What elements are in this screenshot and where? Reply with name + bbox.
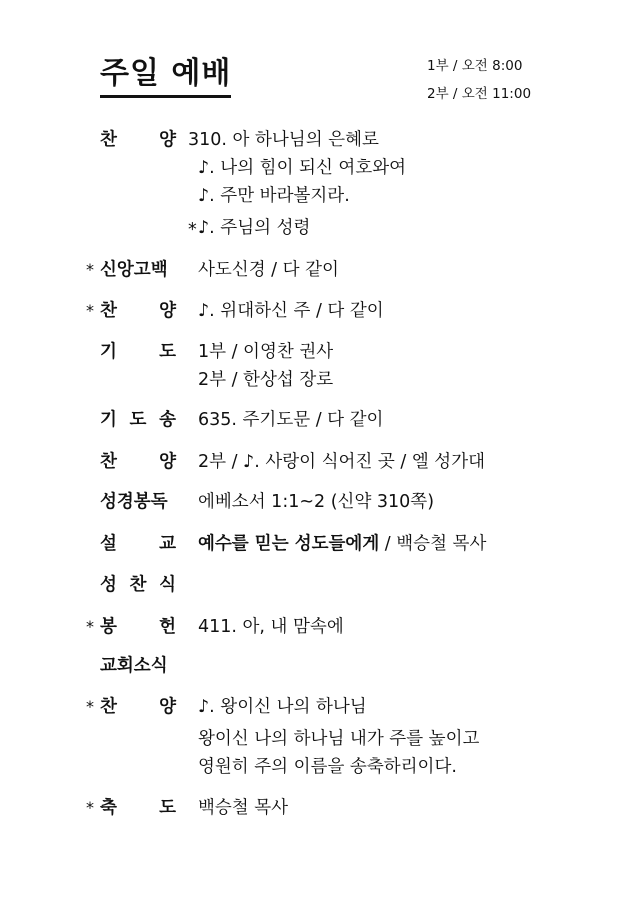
label-choir bbox=[100, 448, 176, 476]
first-service-time: 1부 / 오전 8:00 bbox=[427, 58, 523, 74]
label-hymn1-char1: 찬 bbox=[100, 130, 117, 150]
content-prayer-song: 635. 주기도문 / 다 같이 bbox=[198, 410, 384, 430]
label-communion-char1: 성 bbox=[100, 575, 117, 595]
page-title: 주일 예배 bbox=[100, 54, 231, 98]
star-hymn2: * bbox=[86, 301, 94, 320]
label-sermon bbox=[100, 530, 176, 558]
label-prayer bbox=[100, 338, 176, 366]
label-prayer-char1: 기 bbox=[100, 342, 117, 362]
content-hymn1-line1: 310. 아 하나님의 은혜로 bbox=[188, 130, 379, 150]
hymn3-line3: 영원히 주의 이름을 송축하리이다. bbox=[198, 757, 457, 777]
content-scripture: 에베소서 1:1~2 (신약 310쪽) bbox=[198, 492, 435, 512]
hymn1-line4-star: * bbox=[188, 220, 197, 240]
label-hymn2 bbox=[100, 297, 176, 325]
content-hymn3-line1: ♪. 왕이신 나의 하나님 bbox=[198, 697, 367, 717]
content-creed: 사도신경 / 다 같이 bbox=[198, 260, 339, 280]
content-hymn2: ♪. 위대하신 주 / 다 같이 bbox=[198, 301, 384, 321]
label-hymn2-char1: 찬 bbox=[100, 301, 117, 321]
sermon-title: 예수를 믿는 성도들에게 bbox=[198, 534, 380, 554]
prayer-line2: 2부 / 한상섭 장로 bbox=[198, 370, 334, 390]
hymn1-line3: ♪. 주만 바라볼지라. bbox=[198, 186, 350, 206]
label-hymn1 bbox=[100, 126, 176, 154]
content-benediction: 백승철 목사 bbox=[198, 798, 289, 818]
star-offering: * bbox=[86, 617, 94, 636]
label-communion bbox=[100, 571, 176, 599]
label-benediction-char1: 축 bbox=[100, 798, 117, 818]
second-service-time: 2부 / 오전 11:00 bbox=[427, 86, 532, 102]
label-offering-char1: 봉 bbox=[100, 617, 117, 637]
label-sermon-char2: 교 bbox=[159, 534, 176, 554]
label-prayer-song-char1: 기 bbox=[100, 410, 117, 430]
sermon-preacher: / 백승철 목사 bbox=[379, 534, 487, 554]
label-offering-char2: 헌 bbox=[159, 617, 176, 637]
label-offering bbox=[100, 613, 176, 641]
content-offering: 411. 아, 내 맘속에 bbox=[198, 617, 344, 637]
label-prayer-char2: 도 bbox=[159, 342, 176, 362]
label-prayer-song-char3: 송 bbox=[159, 410, 176, 430]
content-sermon bbox=[198, 530, 486, 558]
label-hymn2-char2: 양 bbox=[159, 301, 176, 321]
label-communion-char3: 식 bbox=[159, 575, 176, 595]
label-sermon-char1: 설 bbox=[100, 534, 117, 554]
label-hymn1-char2: 양 bbox=[159, 130, 176, 150]
label-benediction-char2: 도 bbox=[159, 798, 176, 818]
label-prayer-song bbox=[100, 406, 176, 434]
hymn1-line2: ♪. 나의 힘이 되신 여호와여 bbox=[198, 158, 407, 178]
label-benediction bbox=[100, 794, 176, 822]
label-hymn3-char2: 양 bbox=[159, 697, 176, 717]
service-times bbox=[427, 52, 531, 108]
label-creed: 신앙고백 bbox=[100, 260, 168, 280]
label-news: 교회소식 bbox=[100, 656, 168, 676]
star-benediction: * bbox=[86, 798, 94, 817]
content-prayer-line1: 1부 / 이영찬 권사 bbox=[198, 342, 334, 362]
star-hymn3: * bbox=[86, 697, 94, 716]
label-prayer-song-char2: 도 bbox=[129, 410, 147, 430]
label-hymn3-char1: 찬 bbox=[100, 697, 117, 717]
label-choir-char2: 양 bbox=[159, 452, 176, 472]
content-choir: 2부 / ♪. 사랑이 식어진 곳 / 엘 성가대 bbox=[198, 452, 486, 472]
label-communion-char2: 찬 bbox=[129, 575, 147, 595]
label-scripture: 성경봉독 bbox=[100, 492, 168, 512]
label-hymn3 bbox=[100, 693, 176, 721]
label-choir-char1: 찬 bbox=[100, 452, 117, 472]
star-creed: * bbox=[86, 260, 94, 279]
hymn3-line2: 왕이신 나의 하나님 내가 주를 높이고 bbox=[198, 729, 480, 749]
hymn1-line4: ♪. 주님의 성령 bbox=[198, 218, 311, 238]
